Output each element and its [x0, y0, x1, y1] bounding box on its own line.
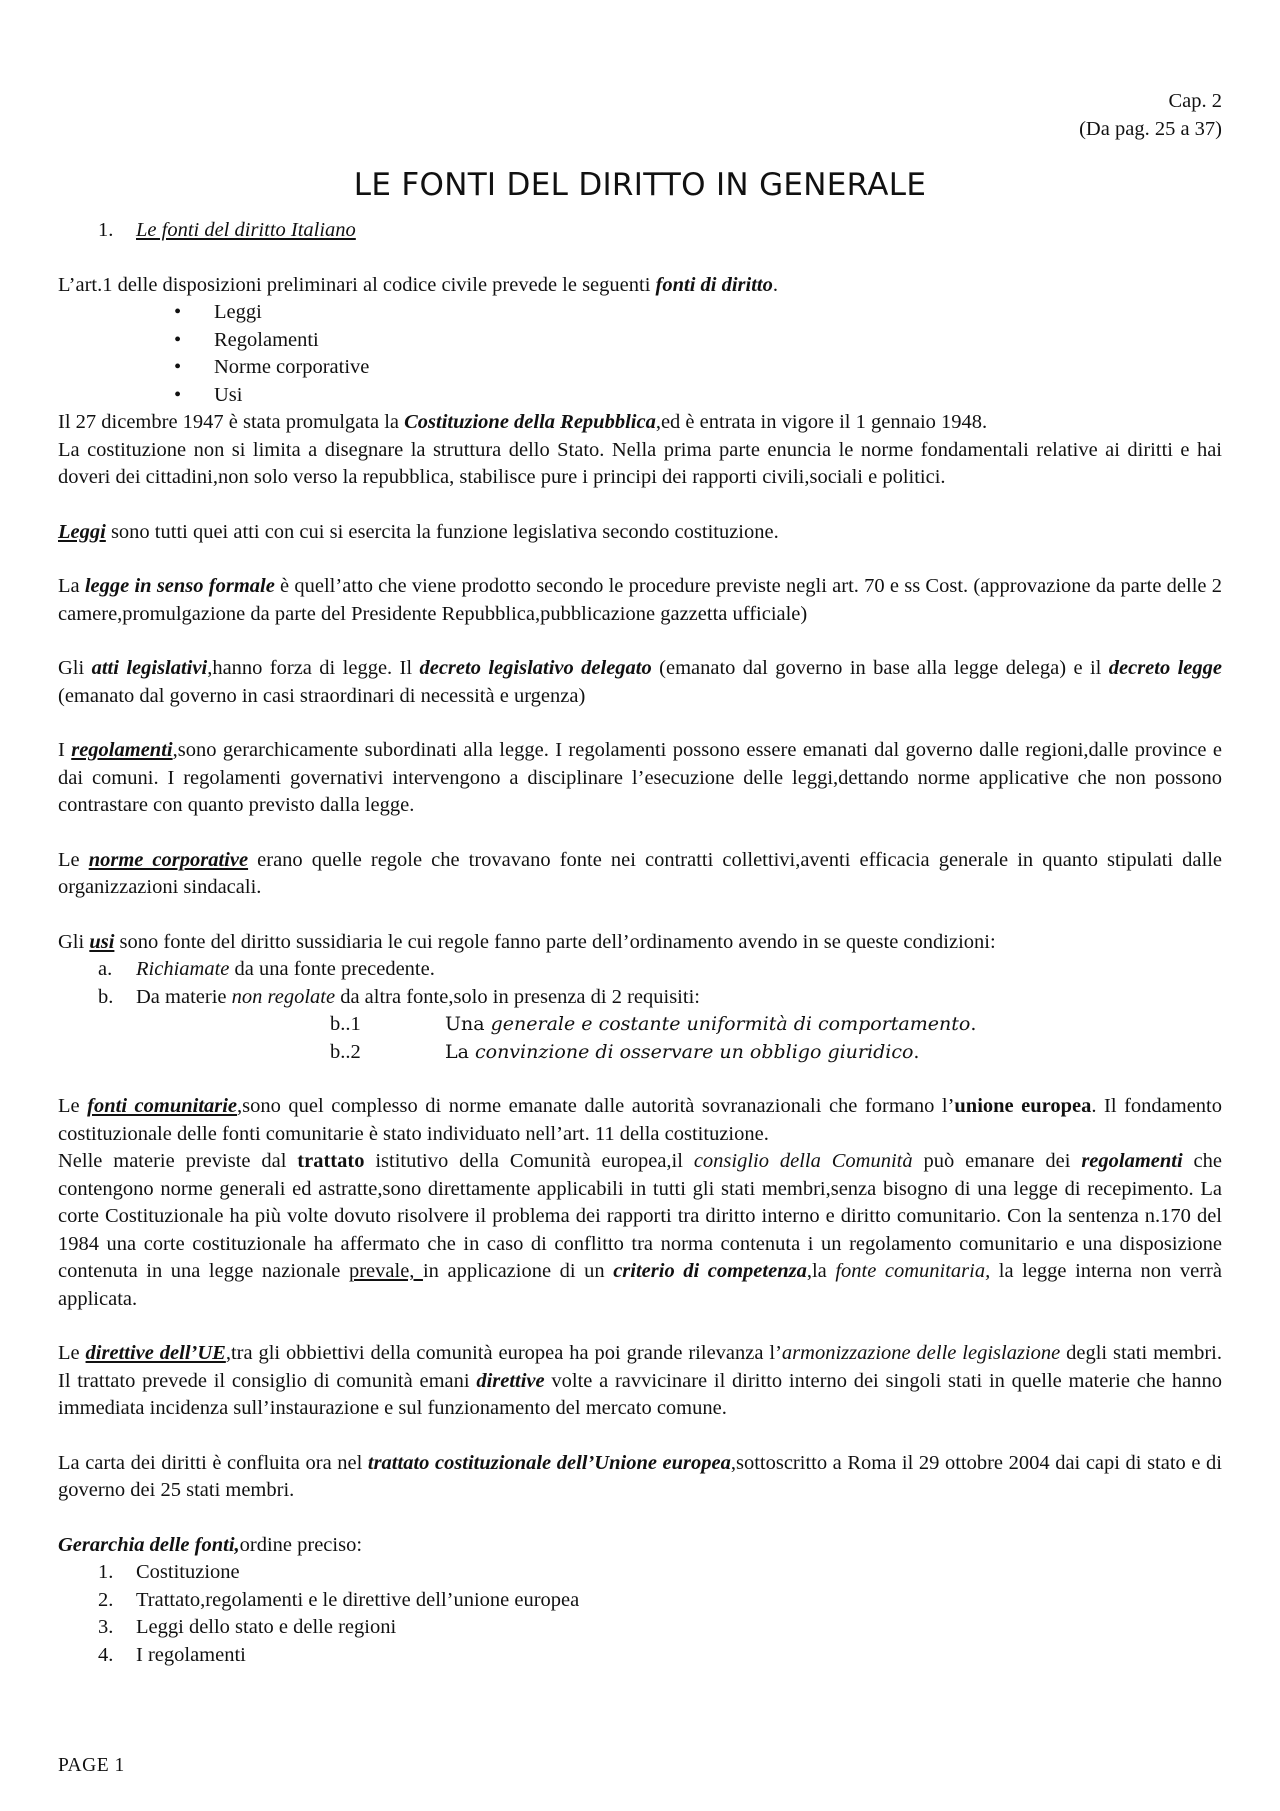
item-number: b..1 — [330, 1013, 361, 1035]
item-number: 2. — [98, 1588, 114, 1611]
emph: prevale, — [348, 1260, 423, 1282]
costituzione-line — [58, 409, 1222, 437]
emph: Richiamate — [136, 958, 230, 980]
page-number: PAGE 1 — [58, 1755, 125, 1776]
text: . Il fondamento costituzionale delle fonti comunitarie è stato individuato nell’art. 11 della costituzione. — [58, 1095, 1222, 1145]
section-number: 1. — [98, 219, 114, 241]
text: La — [58, 575, 85, 597]
costituzione-paragraph: La costituzione non si limita a disegnare la struttura dello Stato. Nella prima parte enuncia le norme fondamentali relative ai diritti e hai doveri dei cittadini,non solo verso la repubblica, stabilisce pure i principi dei rapporti civili,sociali e politici. — [58, 438, 1222, 488]
text: può emanare dei — [912, 1150, 1082, 1172]
list-item — [98, 956, 1222, 984]
intro-emph: fonti di diritto — [655, 273, 773, 296]
text: ordine preciso: — [239, 1533, 363, 1556]
item-text — [136, 956, 435, 984]
emph: consiglio della Comunità — [693, 1150, 913, 1172]
emph: decreto legge — [1108, 657, 1223, 679]
emph: Gerarchia delle fonti, — [58, 1533, 240, 1556]
text: (emanato dal governo in casi straordinari di necessità e urgenza) — [58, 684, 586, 707]
text: Gli — [58, 930, 90, 953]
list-item — [98, 1559, 1222, 1587]
text: erano quelle regole che trovavano fonte nei contratti collettivi,aventi efficacia generale in quanto stipulati dalle organizzazioni sindacali. — [58, 848, 1223, 898]
item-number: 3. — [98, 1616, 114, 1638]
emph: trattato — [297, 1150, 365, 1172]
section-title: Le fonti del diritto Italiano — [136, 219, 356, 241]
regolamenti-paragraph — [58, 737, 1222, 820]
text: Una — [445, 1013, 491, 1035]
list-item: • Norme corporative — [174, 354, 1222, 382]
emph: fonte comunitaria, — [835, 1260, 991, 1282]
text: sono fonte del diritto sussidiaria le cui regole fanno parte dell’ordinamento avendo in se queste condizioni: — [114, 930, 996, 953]
emph: generale e costante uniformità di comportamento — [490, 1013, 971, 1035]
text: Da materie — [136, 985, 232, 1008]
text: (emanato dal governo in base alla legge delega) e il — [651, 657, 1109, 679]
atti-legislativi-paragraph — [58, 655, 1222, 710]
text: Nelle materie previste dal — [58, 1150, 298, 1172]
text: Le — [58, 1342, 86, 1364]
legge-formale-paragraph — [58, 573, 1222, 628]
text: che contengono norme generali ed astratte,sono direttamente applicabili in tutti gli stati membri,senza bisogno di una legge di recepimento. La corte Costituzionale ha più volte dovuto risolvere il problema dei rapporti tra diritto interno e diritto comunitario. Con la sentenza n.170 del 1984 una corte costituzionale ha affermato che in caso di conflitto tra norma contenuta i un regolamento comunitario e una disposizione contenuta in una legge nazionale — [58, 1150, 1222, 1282]
text: La carta dei diritti è confluita ora nel — [58, 1451, 368, 1474]
leggi-paragraph — [58, 519, 1222, 547]
item-number: 1. — [98, 1561, 114, 1583]
emph: direttive dell’UE — [85, 1342, 226, 1364]
list-item — [98, 1614, 1222, 1642]
text: I — [58, 739, 72, 761]
text: ,ed è entrata in vigore il 1 gennaio 1948. — [655, 411, 988, 433]
usi-conditions — [58, 956, 1222, 1011]
list-item: • Regolamenti — [174, 327, 1222, 355]
emph: norme corporative — [88, 848, 249, 871]
chapter-label: Cap. 2 — [1168, 90, 1222, 112]
text: Le — [58, 1095, 88, 1117]
item-number: 4. — [98, 1643, 114, 1666]
emph: direttive — [476, 1369, 545, 1392]
emph: atti legislativi — [91, 657, 208, 679]
item-number: b. — [98, 985, 114, 1008]
text: la legge interna non verrà applicata. — [58, 1260, 1222, 1310]
emph: regolamenti — [71, 739, 173, 761]
text: in applicazione di un — [422, 1260, 614, 1282]
emph: decreto legislativo delegato — [419, 657, 652, 679]
intro-end: . — [772, 273, 778, 296]
item-text: I regolamenti — [136, 1643, 246, 1666]
page-range: (Da pag. 25 a 37) — [1079, 117, 1222, 140]
text: è quell’atto che viene prodotto secondo le procedure previste negli art. 70 e ss Cost. (approvazione da parte delle 2 camere,promulgazione da parte del Presidente Repubblica,pubblicazione gazzetta ufficiale) — [58, 575, 1222, 625]
emph: trattato costituzionale dell’Unione europea — [367, 1451, 731, 1474]
direttive-paragraph — [58, 1340, 1222, 1423]
item-text: Trattato,regolamenti e le direttive dell’unione europea — [136, 1588, 580, 1611]
emph: unione europea — [954, 1095, 1092, 1117]
list-item — [98, 984, 1222, 1012]
gerarchia-list — [58, 1559, 1222, 1669]
list-item: • Usi — [174, 382, 1222, 410]
sources-list — [58, 299, 1222, 409]
list-item — [98, 1642, 1222, 1670]
list-item — [330, 1011, 1222, 1039]
text: . — [913, 1040, 920, 1063]
legge-formale-emph: legge in senso formale — [84, 575, 275, 597]
text: La — [445, 1040, 475, 1063]
usi-paragraph — [58, 929, 1222, 957]
text: da altra fonte,solo in presenza di 2 requisiti: — [335, 985, 700, 1008]
text: ,la — [806, 1260, 836, 1282]
leggi-emph: Leggi — [58, 520, 106, 543]
fonti-comunitarie-paragraph — [58, 1093, 1222, 1148]
emph: convinzione di osservare un obbligo giuridico — [474, 1040, 914, 1063]
item-number: a. — [98, 958, 113, 980]
carta-paragraph — [58, 1450, 1222, 1505]
fonti-comunitarie-paragraph-2 — [58, 1148, 1222, 1313]
list-item — [98, 1587, 1222, 1615]
text: ,sono gerarchicamente subordinati alla legge. I regolamenti possono essere emanati dal governo dalle regioni,dalle province e dai comuni. I regolamenti governativi intervengono a disciplinare l’esecuzione delle leggi,dettando norme applicative che non possono contrastare con quanto previsto dalla legge. — [58, 739, 1222, 816]
emph: criterio di competenza — [613, 1260, 807, 1282]
section-heading — [58, 217, 1222, 245]
emph: armonizzazione delle legislazione — [781, 1342, 1061, 1364]
item-text — [445, 1011, 976, 1039]
norme-corporative-paragraph — [58, 847, 1222, 902]
emph: usi — [89, 930, 115, 953]
item-text: Leggi dello stato e delle regioni — [136, 1616, 397, 1638]
item-number: b..2 — [330, 1040, 361, 1063]
text: . — [970, 1013, 977, 1035]
gerarchia-heading — [58, 1532, 1222, 1560]
list-item — [330, 1039, 1222, 1067]
page-title: LE FONTI DEL DIRITTO IN GENERALE — [353, 167, 927, 203]
text: degli stati membri. Il trattato prevede il consiglio di comunità emani — [58, 1342, 1223, 1392]
text: Gli — [58, 657, 92, 679]
text: sono tutti quei atti con cui si esercita la funzione legislativa secondo costituzione. — [105, 520, 779, 543]
usi-requirements — [58, 1011, 1222, 1066]
emph: fonti comunitarie — [87, 1095, 238, 1117]
list-item: • Leggi — [174, 299, 1222, 327]
intro-text: L’art.1 delle disposizioni preliminari al codice civile prevede le seguenti — [58, 273, 656, 296]
item-text — [136, 984, 700, 1012]
text: Il 27 dicembre 1947 è stata promulgata la — [58, 411, 405, 433]
emph: regolamenti — [1081, 1150, 1183, 1172]
costituzione-emph: Costituzione della Repubblica — [404, 411, 656, 433]
intro-paragraph — [58, 272, 1222, 300]
item-text: Costituzione — [136, 1561, 240, 1583]
text: volte a ravvicinare il diritto interno dei singoli stati in quelle materie che hanno immediata incidenza sull’instaurazione e sul funzionamento del mercato comune. — [58, 1369, 1222, 1419]
text: ,hanno forza di legge. Il — [207, 657, 420, 679]
text: da una fonte precedente. — [229, 958, 435, 980]
text: ,sono quel complesso di norme emanate dalle autorità sovranazionali che formano l’ — [237, 1095, 955, 1117]
emph: non regolate — [231, 985, 336, 1008]
text: istitutivo della Comunità europea,il — [364, 1150, 694, 1172]
text: Le — [58, 848, 89, 871]
item-text — [445, 1039, 919, 1067]
text: ,sottoscritto a Roma il 29 ottobre 2004 dai capi di stato e di governo dei 25 stati membri. — [58, 1451, 1222, 1501]
text: ,tra gli obbiettivi della comunità europea ha poi grande rilevanza l’ — [225, 1342, 782, 1364]
